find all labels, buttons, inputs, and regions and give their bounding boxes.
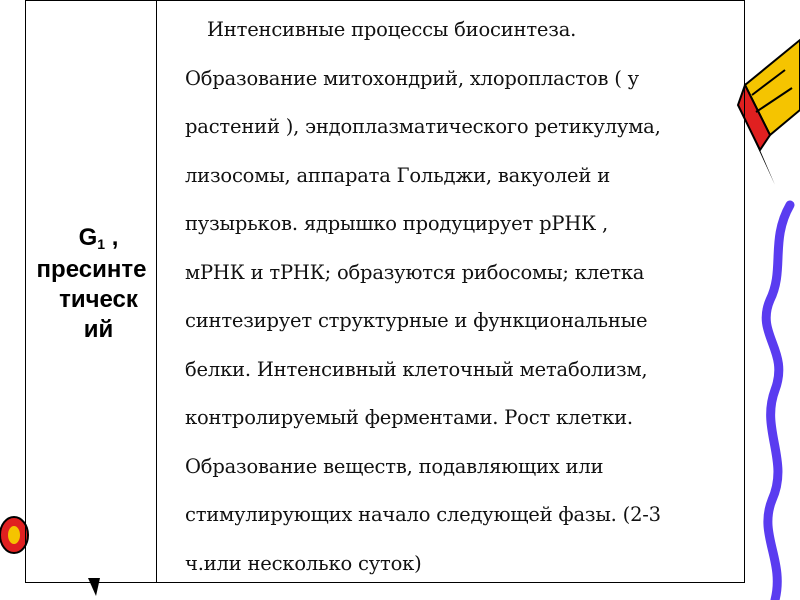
phase-line-3: ий <box>83 316 114 343</box>
ribbon-icon <box>766 205 790 600</box>
description-line: Образование митохондрий, хлоропластов ( у <box>185 66 639 90</box>
description-line: стимулирующих начало следующей фазы. (2-3 <box>185 503 661 526</box>
description-line: белки. Интенсивный клеточный метаболизм, <box>185 357 648 381</box>
description-line: мРНК и тРНК; образуются рибосомы; клетка <box>185 260 645 284</box>
phase-table <box>25 0 745 583</box>
description-line: контролируемый ферментами. Рост клетки. <box>185 406 633 429</box>
description-line: Интенсивные процессы биосинтеза. <box>207 18 577 41</box>
phase-cell <box>26 1 157 582</box>
description-line: пузырьков. ядрышко продуцирует рРНК , <box>185 212 609 235</box>
description-line: растений ), эндоплазматического ретикулума, <box>185 115 661 138</box>
description-line: лизосомы, аппарата Гольджи, вакуолей и <box>185 163 610 187</box>
description-line: Образование веществ, подавляющих или <box>185 454 604 478</box>
phase-line-2: тическ <box>59 286 138 313</box>
phase-subscript: 1 <box>97 236 106 252</box>
phase-line-1: пресинте <box>36 256 147 283</box>
phase-name: $G_1$ , <box>78 224 119 252</box>
description-cell <box>157 1 744 582</box>
description-text <box>185 6 735 588</box>
description-line: ч.или несколько суток) <box>185 551 422 575</box>
description-line: синтезирует структурные и функциональные <box>185 309 648 332</box>
sticker-icon <box>0 517 28 553</box>
pencil-icon <box>738 40 800 185</box>
phase-title <box>26 223 157 345</box>
